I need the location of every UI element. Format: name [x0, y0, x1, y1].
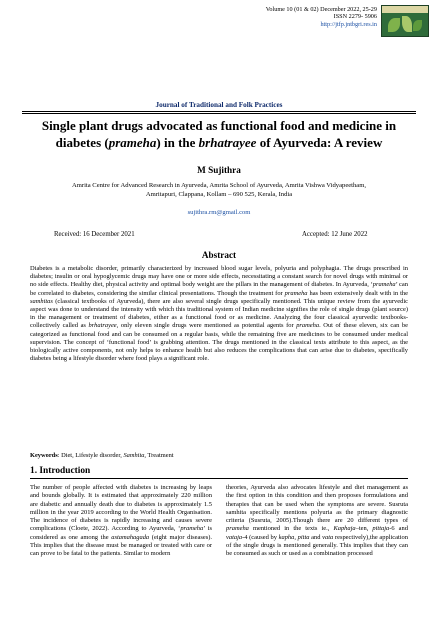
- header-rule: [22, 113, 416, 114]
- article-title: Single plant drugs advocated as functional food and medicine in diabetes (prameha) in the brhatrayee of Ayurveda: A review: [41, 118, 397, 150]
- author-email[interactable]: sujithra.rm@gmail.com: [187, 209, 251, 216]
- accepted-date: Accepted: 12 June 2022: [302, 231, 368, 238]
- leaf-icon: [413, 20, 422, 31]
- keywords: Keywords: Diet, Lifestyle disorder, Samhita, Treatment: [30, 452, 174, 459]
- journal-meta: [242, 6, 377, 28]
- header-rule: [22, 111, 416, 112]
- section-heading-introduction: 1. Introduction: [30, 466, 91, 476]
- author-affiliation: Amrita Centre for Advanced Research in Ayurveda, Amrita School of Ayurveda, Amrita Vishwa Vidyapeetham, Amritapuri, Clappana, Kollam – 690 525, Kerala, India: [71, 182, 367, 198]
- journal-url[interactable]: http://jtfp.jntbgri.res.in: [320, 20, 377, 28]
- abstract-text: Diabetes is a metabolic disorder, primarily characterized by increased blood sugar levels, polyuria and polyphagia. The drugs prescribed in diabetes; insulin or oral hypoglycemic drugs may have one or more side effects, necessitating a constant search for novel drugs with minimal or no side effects. Healthy diet, physical activity and optimal body weight are the pillars in the management of diabetes. In Ayurveda, ‘prameha’ can be correlated to diabetes, considering the similar clinical presentations. Though the treatment for prameha has been extensively dealt with in the samhitas (classical textbooks of Ayurveda), there are also several single drugs specifically mentioned. This unique review from the ayurvedic aspect was done to understand the intensity with which this traditional system of Indian medicine signifies the role of single drugs (plant source) in the management or treatment of diabetes, either as a functional food or as medicine. Analyzing the four classical ayurvedic textbooks-collectively called as brhatrayee, only eleven single drugs were mentioned as potential agents for prameha. Out of these eleven, six can be categorized as functional food and can be consumed on a regular basis, while the remaining five are medicines to be consumed under medical supervision. The concept of ‘functional food’ is grabbing attention. The drugs mentioned in the classical texts attribute to this aspect, as the biologically active components, not only helps to enhance health but also reduces the complications that can arise due to diabetes, specifically diabetes being a lifestyle disorder where food plays a significant role.: [30, 265, 408, 363]
- introduction-left-column: The number of people affected with diabetes is increasing by leaps and bounds globally. It is estimated that approximately 220 million are diabetic and annually death due to diabetes is approximately 1.5 million in the year 2019 according to the World Health Organisation. The incidence of diabetes is rapidly increasing and causes severe complications (Cloete, 2022). According to Ayurveda, ‘prameha’ is considered as one among the astamahagada (eight major diseases). This implies that the disease must be managed or treated with care or can prove to be fatal to the patients. Similar to modern: [30, 484, 212, 557]
- journal-name: Journal of Traditional and Folk Practices: [155, 101, 283, 109]
- journal-cover-thumbnail: [381, 5, 429, 37]
- received-date: Received: 16 December 2021: [54, 231, 135, 238]
- author-name: M Sujithra: [197, 165, 241, 175]
- abstract-heading: Abstract: [201, 250, 237, 260]
- section-rule: [30, 478, 408, 479]
- introduction-right-column: theories, Ayurveda also advocates lifestyle and diet management as the first option in this condition and then proposes formulations and therapies that can be used when the symptoms are severe. Susruta samhita specifically mentions polyuria as the primary diagnostic criteria (Susruta, 2005).Though there are 20 different types of prameha mentioned in the texts ie., Kaphaja–ten, pittaja-6 and vataja-4 (caused by kapha, pitta and vata respectively),the application of the single drugs is mentioned generally. This implies that they can be consumed as such or used as a combination processed: [226, 484, 408, 557]
- volume-line: Volume 10 (01 & 02) December 2022, 25-29: [265, 6, 377, 13]
- leaf-icon: [402, 16, 412, 32]
- issn-line: ISSN 2279- 5906: [333, 13, 377, 21]
- leaf-icon: [388, 18, 400, 32]
